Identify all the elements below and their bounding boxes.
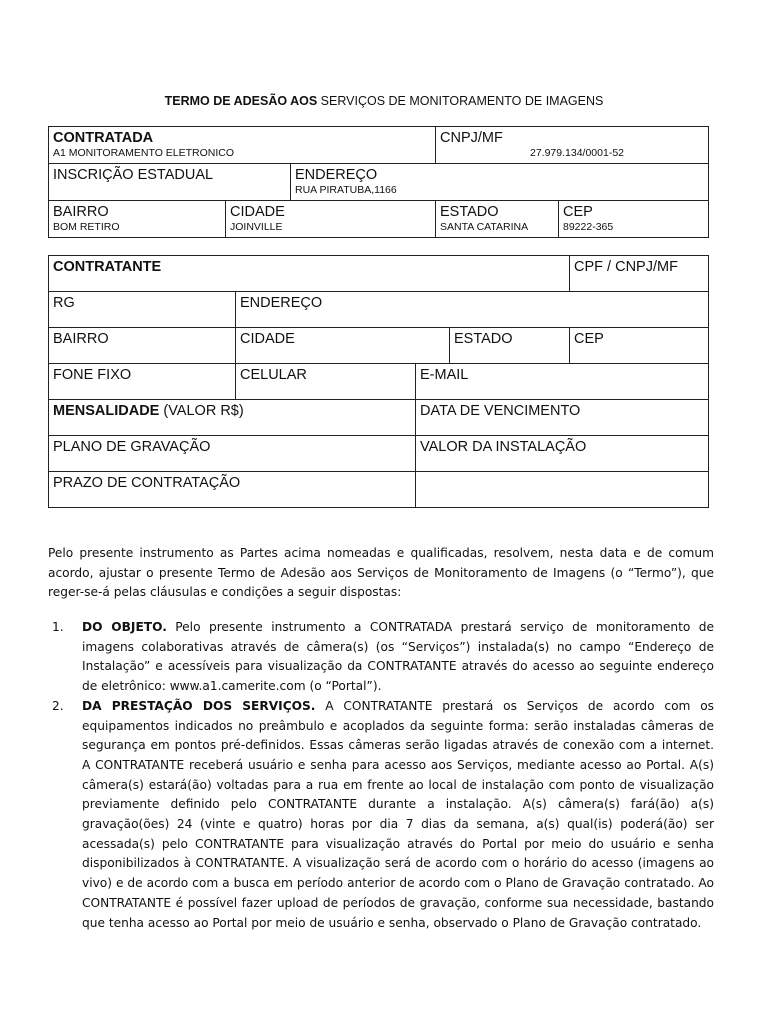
contratada-cep-label: CEP — [563, 204, 593, 220]
title-rest: SERVIÇOS DE MONITORAMENTO DE IMAGENS — [320, 94, 604, 108]
contratada-endereco-value: RUA PIRATUBA,1166 — [295, 184, 397, 196]
plano-gravacao-field[interactable] — [49, 436, 416, 472]
contratada-endereco-cell — [291, 164, 709, 201]
contratante-bairro-label: BAIRRO — [53, 331, 109, 347]
contratada-cidade-cell — [226, 201, 436, 238]
contratada-estado-value: SANTA CATARINA — [440, 221, 529, 233]
contratada-cell — [49, 127, 436, 164]
contratante-endereco-label: ENDEREÇO — [240, 295, 323, 311]
cpf-cnpj-label: CPF / CNPJ/MF — [574, 259, 678, 275]
contratante-cep-field[interactable] — [570, 328, 709, 364]
celular-label: CELULAR — [240, 367, 307, 383]
rg-label: RG — [53, 295, 75, 311]
contratada-bairro-label: BAIRRO — [53, 204, 109, 220]
clause-heading: DA PRESTAÇÃO DOS SERVIÇOS. — [82, 698, 316, 713]
prazo-contratacao-label: PRAZO DE CONTRATAÇÃO — [53, 475, 241, 491]
clauses-list — [48, 618, 714, 933]
contratante-cell — [49, 256, 570, 292]
contratada-cidade-label: CIDADE — [230, 204, 285, 220]
contratante-cep-label: CEP — [574, 331, 604, 347]
contratada-endereco-label: ENDEREÇO — [295, 167, 378, 183]
contratada-cidade-value: JOINVILLE — [230, 221, 283, 233]
contratada-label: CONTRATADA — [53, 130, 154, 146]
title-bold: TERMO DE ADESÃO AOS — [164, 94, 318, 108]
contratada-cep-value: 89222-365 — [563, 221, 614, 233]
cnpj-cell — [436, 127, 709, 164]
contratante-estado-field[interactable] — [450, 328, 570, 364]
clause-heading: DO OBJETO. — [82, 620, 167, 634]
contratante-bairro-field[interactable] — [49, 328, 236, 364]
plano-gravacao-label: PLANO DE GRAVAÇÃO — [53, 439, 211, 455]
mensalidade-rest: (VALOR R$) — [163, 403, 244, 419]
empty-field[interactable] — [416, 472, 709, 508]
contratada-name: A1 MONITORAMENTO ELETRONICO — [53, 147, 235, 159]
clauses-block — [48, 618, 714, 933]
celular-field[interactable] — [236, 364, 416, 400]
clause-number: 2. — [52, 698, 64, 713]
rg-field[interactable] — [49, 292, 236, 328]
contratante-cidade-field[interactable] — [236, 328, 450, 364]
contratada-table — [48, 126, 709, 238]
vencimento-field[interactable] — [416, 400, 709, 436]
document-title — [0, 94, 768, 108]
inscricao-estadual-label: INSCRIÇÃO ESTADUAL — [53, 167, 214, 183]
contratante-estado-label: ESTADO — [454, 331, 513, 347]
inscricao-estadual-cell — [49, 164, 291, 201]
clause-text: Pelo presente instrumento a CONTRATADA prestará serviço de monitoramento de imagens colaborativas através de câmera(s) (os “Serviços”) instalada(s) no campo “Endereço de Instalação” e acessíveis para visualização da CONTRATANTE através do acesso ao seguinte endereço de eletrônico: www.a1.camerite.com (o “Portal”). — [82, 620, 714, 694]
contratada-bairro-cell — [49, 201, 226, 238]
cnpj-value: 27.979.134/0001-52 — [530, 147, 625, 159]
intro-paragraph: Pelo presente instrumento as Partes acima nomeadas e qualificadas, resolvem, nesta data e de comum acordo, ajustar o presente Termo de Adesão aos Serviços de Monitoramento de Imagens (o “Termo”), que reger-se-á pelas cláusulas e condições a seguir dispostas: — [48, 546, 714, 600]
email-label: E-MAIL — [420, 367, 469, 383]
email-field[interactable] — [416, 364, 709, 400]
valor-instalacao-label: VALOR DA INSTALAÇÃO — [420, 439, 587, 455]
mensalidade-field[interactable] — [49, 400, 416, 436]
fone-fixo-label: FONE FIXO — [53, 367, 132, 383]
fone-fixo-field[interactable] — [49, 364, 236, 400]
mensalidade-bold: MENSALIDADE — [53, 403, 160, 419]
vencimento-label: DATA DE VENCIMENTO — [420, 403, 581, 419]
contratante-label: CONTRATANTE — [53, 259, 162, 275]
prazo-contratacao-field[interactable] — [49, 472, 416, 508]
clause-text: A CONTRATANTE prestará os Serviços de acordo com os equipamentos indicados no preâmbulo e acoplados da seguinte forma: serão instaladas câmeras de segurança em pontos pré-definidos. Essas câmeras serão ligadas através de conexão com a internet. A CONTRATANTE receberá usuário e senha para acesso aos Serviços, mediante acesso ao Portal. A(s) câmera(s) estará(ão) voltadas para a rua em frente ao local de instalação com ponto de visualização previamente definido pelo CONTRATANTE durante a instalação. A(s) câmera(s) fará(ão) a(s) gravação(ões) 24 (vinte e quatro) horas por dia 7 dias da semana, a(s) qual(is) poderá(ão) ser acessada(s) pelo CONTRATANTE para visualização através do Portal por meio do usuário e senha disponibilizados à CONTRATANTE. A visualização será de acordo com o horário do acesso (imagens ao vivo) e de acordo com a busca em período anterior de acordo com o Plano de Gravação contratado. Ao CONTRATANTE é possível fazer upload de períodos de gravação, conforme sua necessidade, bastando que tenha acesso ao Portal por meio de usuário e senha, observado o Plano de Gravação contratado. — [82, 698, 715, 930]
contratada-estado-cell — [436, 201, 559, 238]
mensalidade-label — [53, 402, 411, 420]
contratante-cidade-label: CIDADE — [240, 331, 295, 347]
clause-item — [48, 697, 714, 933]
contratante-table — [48, 255, 709, 508]
cpf-cnpj-field[interactable] — [570, 256, 709, 292]
contratada-estado-label: ESTADO — [440, 204, 499, 220]
contratante-endereco-field[interactable] — [236, 292, 709, 328]
intro-paragraph-block — [48, 544, 714, 603]
valor-instalacao-field[interactable] — [416, 436, 709, 472]
contratada-cep-cell — [559, 201, 709, 238]
contratada-bairro-value: BOM RETIRO — [53, 221, 120, 233]
clause-number: 1. — [52, 620, 64, 634]
cnpj-label: CNPJ/MF — [440, 130, 503, 146]
clause-item — [48, 618, 714, 697]
